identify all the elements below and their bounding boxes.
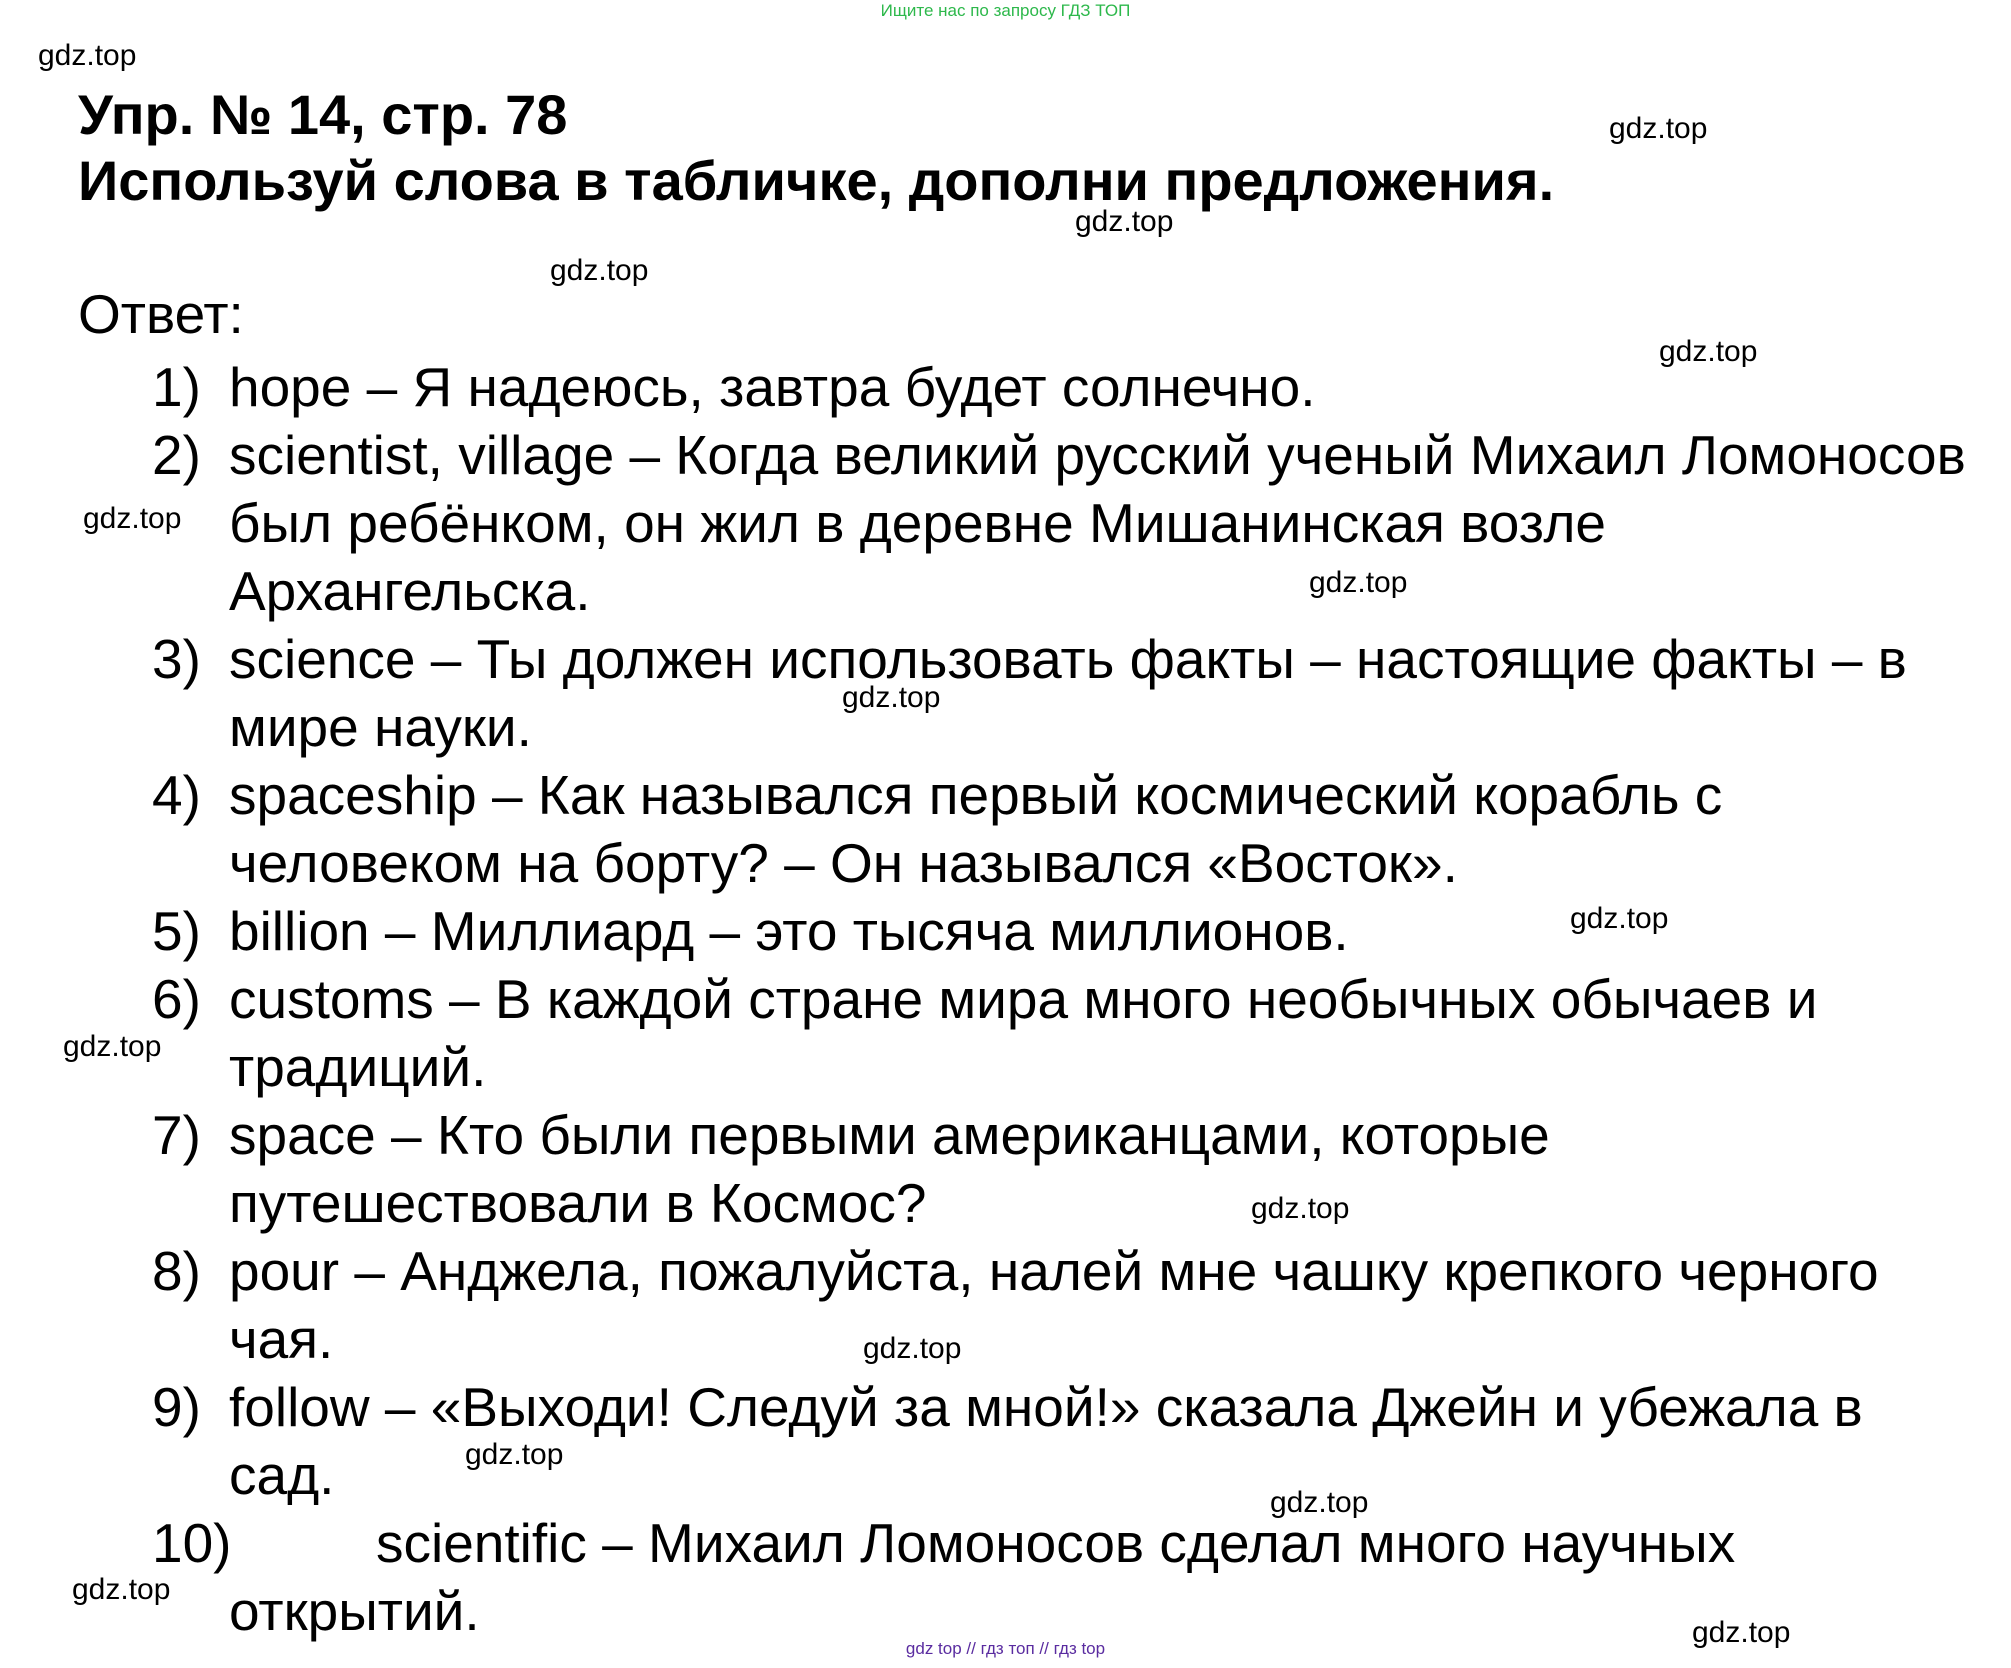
answers-list	[0, 353, 2011, 1645]
watermark: gdz.top	[63, 1030, 162, 1063]
answer-item	[0, 1237, 1974, 1373]
watermark: gdz.top	[1270, 1486, 1369, 1519]
watermark: gdz.top	[1609, 112, 1708, 145]
answer-text: spaceship – Как назывался первый космический корабль с человеком на борту? – Он назывался «Восток».	[229, 764, 1723, 894]
watermark: gdz.top	[1251, 1192, 1350, 1225]
answer-item	[0, 421, 1974, 625]
answer-number: 8)	[152, 1240, 201, 1302]
answer-number: 6)	[152, 968, 201, 1030]
watermark: gdz.top	[1692, 1616, 1791, 1649]
answer-number: 10)	[152, 1512, 232, 1574]
watermark: gdz.top	[72, 1573, 171, 1606]
answer-item	[0, 1509, 1974, 1645]
watermark: gdz.top	[550, 254, 649, 287]
answer-item	[0, 897, 1974, 965]
answer-item	[0, 625, 1974, 761]
watermark: gdz.top	[863, 1332, 962, 1365]
answer-item	[0, 1101, 1974, 1237]
answer-item	[0, 761, 1974, 897]
watermark: gdz.top	[465, 1438, 564, 1471]
watermark: gdz.top	[83, 502, 182, 535]
answer-text: scientific – Михаил Ломоносов сделал много научных открытий.	[229, 1512, 1736, 1642]
answer-item	[0, 965, 1974, 1101]
exercise-instruction: Используй слова в табличке, дополни предложения.	[78, 149, 1555, 212]
footer: gdz top // гдз топ // гдз top	[905, 1639, 1106, 1658]
answer-text: follow – «Выходи! Следуй за мной!» сказала Джейн и убежала в сад.	[229, 1376, 1863, 1506]
answer-text: pour – Анджела, пожалуйста, налей мне чашку крепкого черного чая.	[229, 1240, 1879, 1370]
answer-number: 9)	[152, 1376, 201, 1438]
answer-number: 7)	[152, 1104, 201, 1166]
answer-label: Ответ:	[78, 283, 244, 345]
exercise-title: Упр. № 14, стр. 78	[78, 83, 568, 146]
answer-number: 2)	[152, 424, 201, 486]
answer-number: 5)	[152, 900, 201, 962]
answer-number: 3)	[152, 628, 201, 690]
watermark: gdz.top	[1570, 902, 1669, 935]
watermark: gdz.top	[842, 681, 941, 714]
watermark: gdz.top	[1075, 205, 1174, 238]
answer-text: billion – Миллиард – это тысяча миллионов.	[229, 900, 1349, 962]
answer-item	[0, 1373, 1974, 1509]
answer-number: 1)	[152, 356, 201, 418]
top-banner: Ищите нас по запросу ГДЗ ТОП	[880, 1, 1131, 20]
watermark: gdz.top	[1309, 566, 1408, 599]
watermark: gdz.top	[1659, 335, 1758, 368]
answer-text: customs – В каждой стране мира много необычных обычаев и традиций.	[229, 968, 1818, 1098]
answer-number: 4)	[152, 764, 201, 826]
answer-text: science – Ты должен использовать факты – настоящие факты – в мире науки.	[229, 628, 1907, 758]
watermark: gdz.top	[38, 39, 137, 72]
answer-text: space – Кто были первыми американцами, которые путешествовали в Космос?	[229, 1104, 1550, 1234]
answer-text: hope – Я надеюсь, завтра будет солнечно.	[229, 356, 1316, 418]
answer-text: scientist, village – Когда великий русский ученый Михаил Ломоносов был ребёнком, он жил в деревне Мишанинская возле Архангельска.	[229, 424, 1966, 622]
